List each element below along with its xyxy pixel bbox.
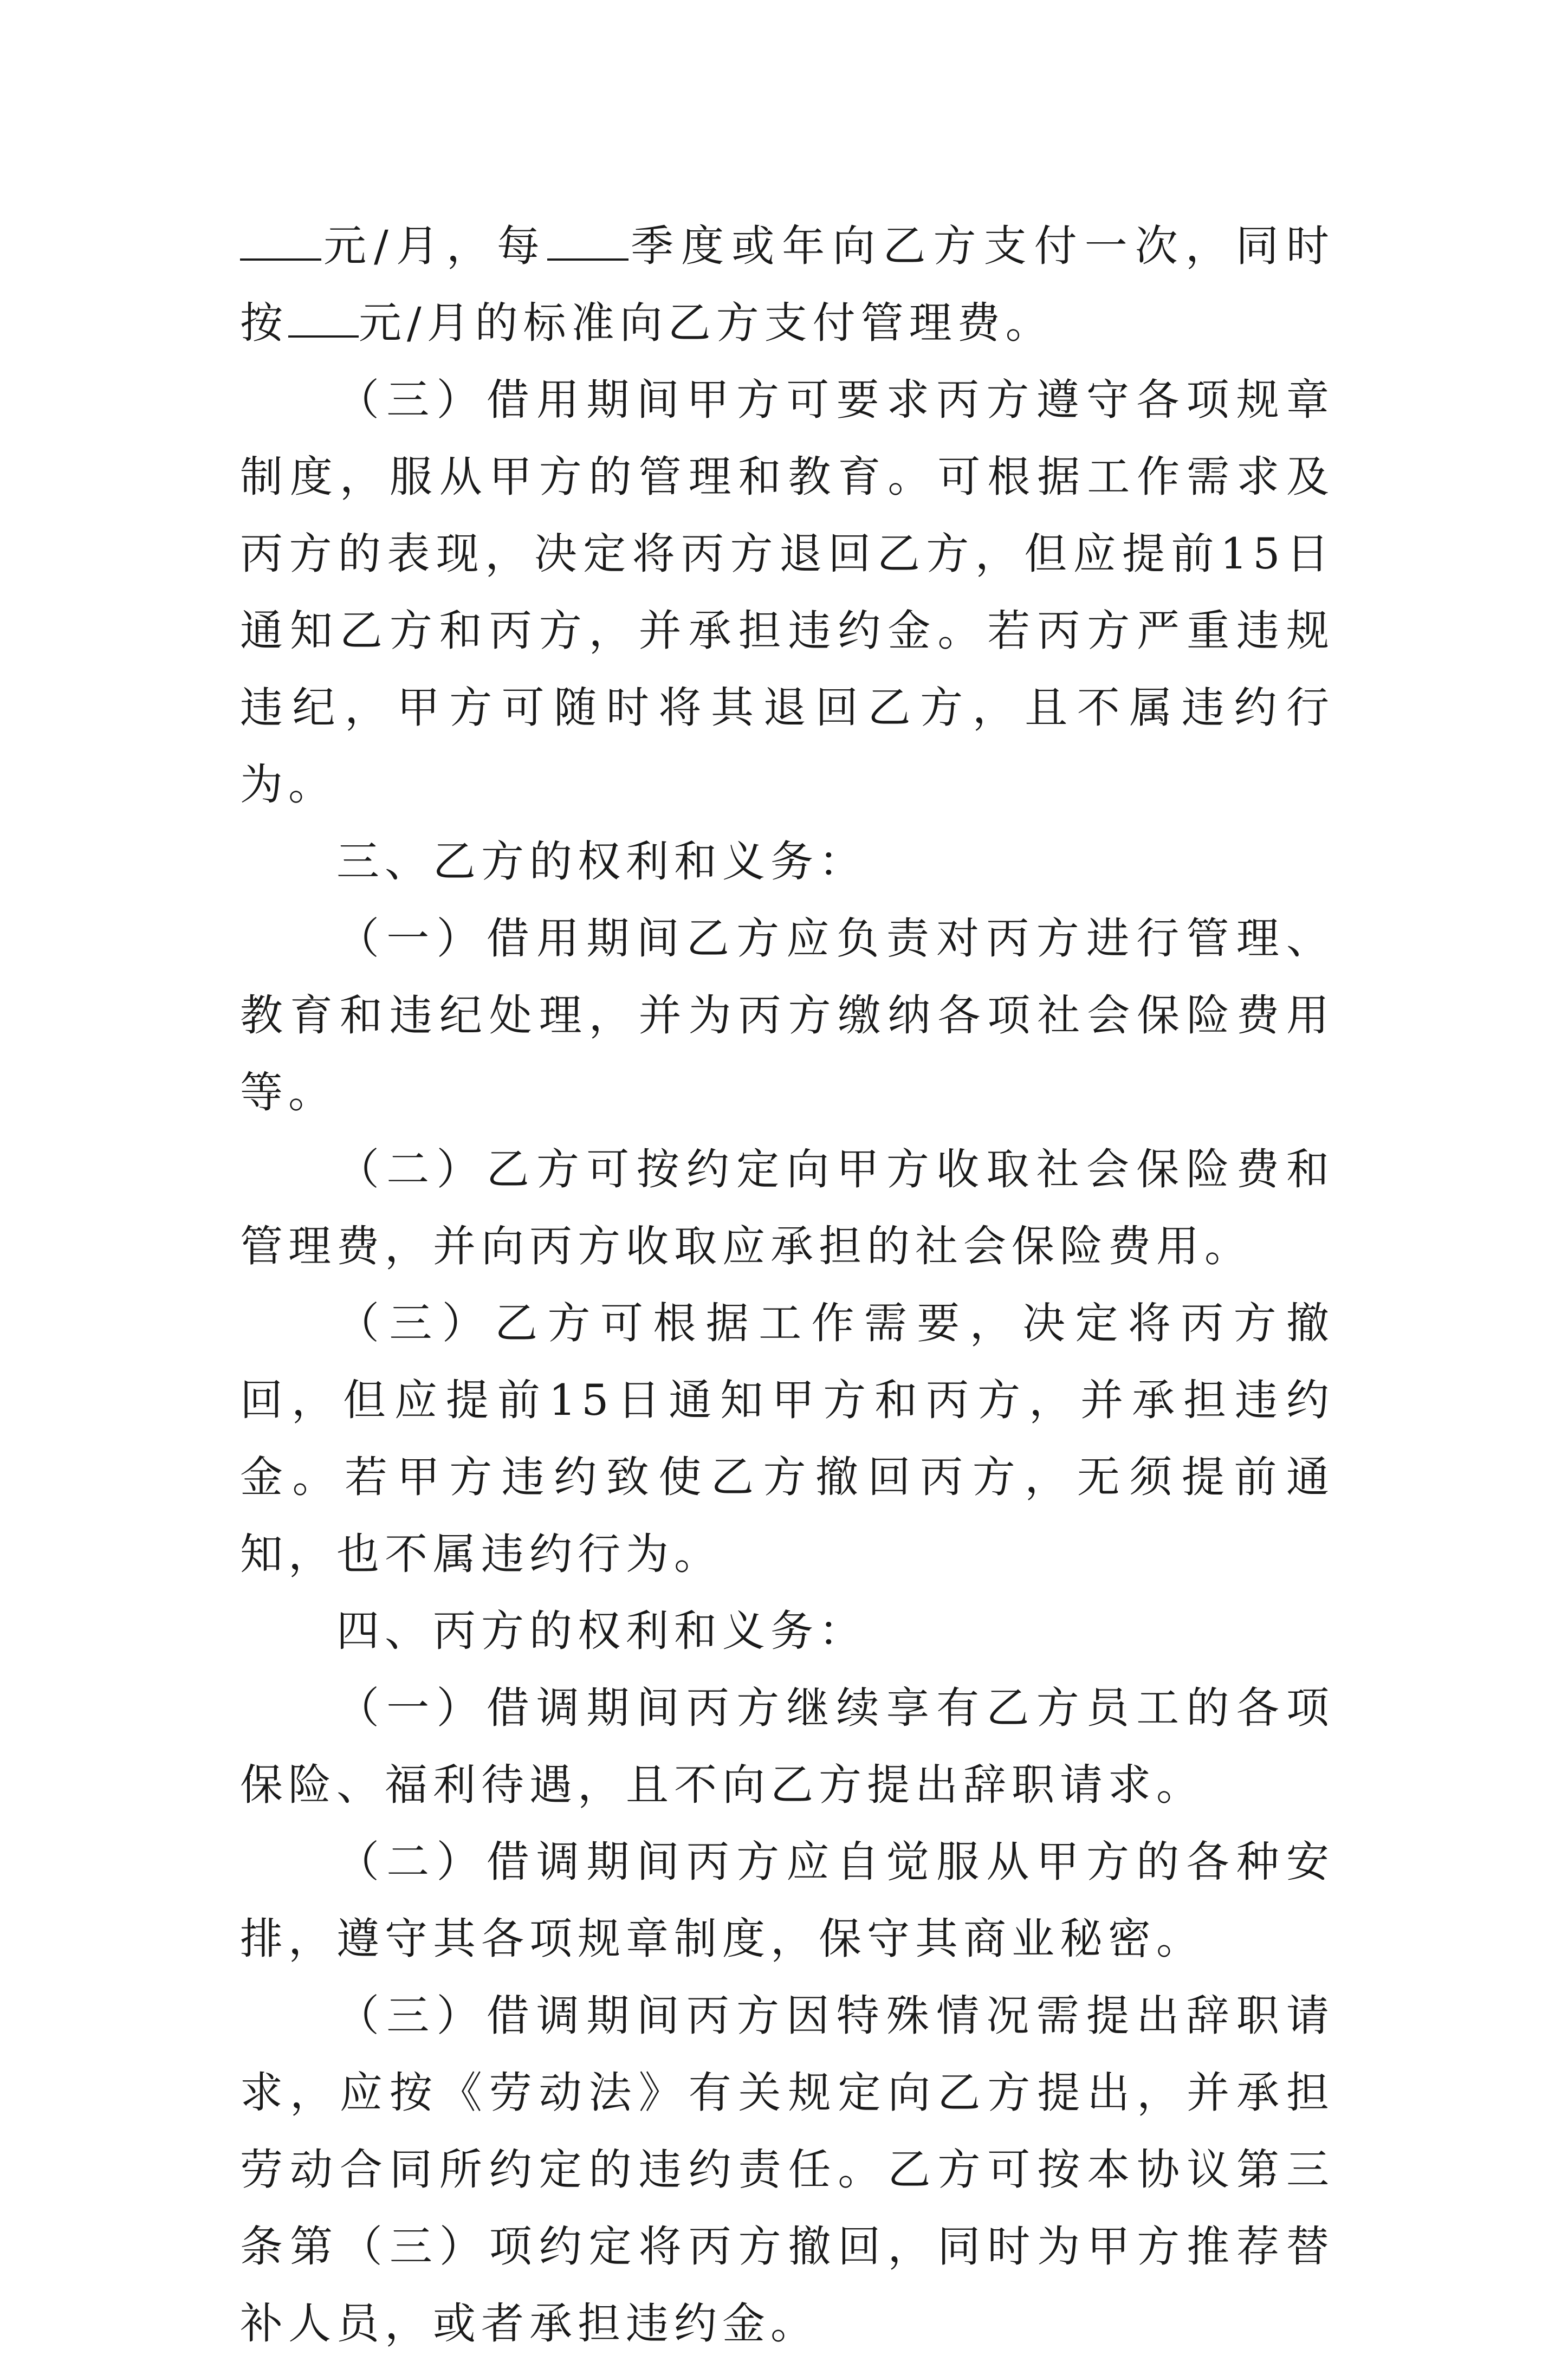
text-segment: 季度或年向乙方支付一次，同时按 — [240, 221, 1334, 348]
section-heading: 四、丙方的权利和义务： — [336, 1606, 867, 1656]
document-body — [240, 208, 1334, 2362]
blank-amount-field — [240, 226, 321, 261]
paragraph: （二）借调期间丙方应自觉服从甲方的各种安排，遵守其各项规章制度，保守其商业秘密。 — [240, 1837, 1334, 1964]
text-segment: 元/月，每 — [321, 221, 548, 271]
paragraph: （二）乙方可按约定向甲方收取社会保险费和管理费，并向丙方收取应承担的社会保险费用。 — [240, 1144, 1334, 1271]
paragraph: （一）借调期间丙方继续享有乙方员工的各项保险、福利待遇，且不向乙方提出辞职请求。 — [240, 1683, 1334, 1810]
paragraph: （三）借调期间丙方因特殊情况需提出辞职请求，应按《劳动法》有关规定向乙方提出，并承担劳动合同所约定的违约责任。乙方可按本协议第三条第（三）项约定将丙方撤回，同时为甲方推荐替补人员，或者承担违约金。 — [240, 1991, 1334, 2348]
paragraph: （一）借用期间乙方应负责对丙方进行管理、教育和违纪处理，并为丙方缴纳各项社会保险费用等。 — [240, 914, 1334, 1117]
text-segment: 元/月的标准向乙方支付管理费。 — [359, 298, 1054, 348]
paragraph: （三）乙方可根据工作需要，决定将丙方撤回，但应提前15日通知甲方和丙方，并承担违约金。若甲方违约致使乙方撤回丙方，无须提前通知，也不属违约行为。 — [240, 1298, 1334, 1579]
blank-period-field — [547, 226, 629, 261]
blank-management-fee-field — [288, 303, 359, 338]
paragraph-fee-terms — [240, 208, 1334, 361]
paragraph: （三）借用期间甲方可要求丙方遵守各项规章制度，服从甲方的管理和教育。可根据工作需求及丙方的表现，决定将丙方退回乙方，但应提前15日通知乙方和丙方，并承担违约金。若丙方严重违规违纪，甲方可随时将其退回乙方，且不属违约行为。 — [240, 375, 1334, 810]
section-heading: 三、乙方的权利和义务： — [336, 837, 867, 886]
